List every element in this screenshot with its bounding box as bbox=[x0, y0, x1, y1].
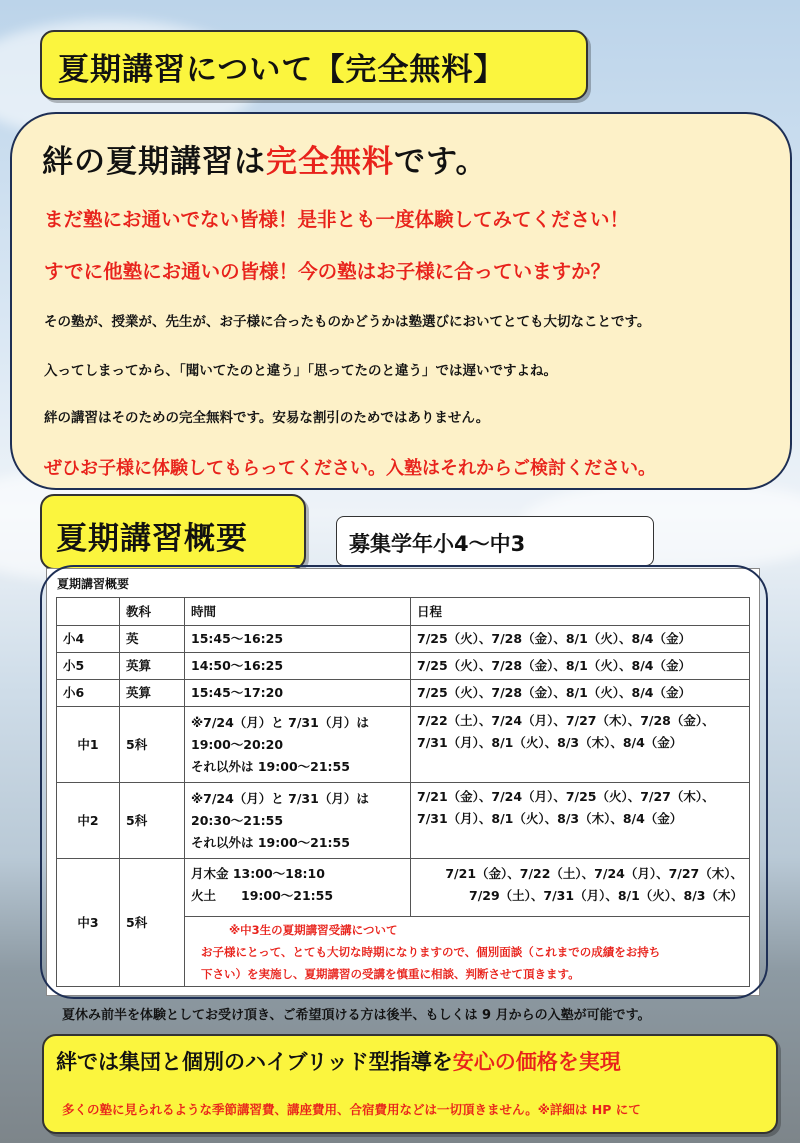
time-line: 月木金 13:00～18:10 bbox=[191, 866, 325, 881]
dates-line: 7/25（火）、7/28（金）、8/1（火）、8/4（金） bbox=[417, 685, 691, 700]
time-cell bbox=[185, 859, 411, 917]
note-cell bbox=[185, 917, 750, 987]
dates-line: 7/25（火）、7/28（金）、8/1（火）、8/4（金） bbox=[417, 658, 691, 673]
subject-cell: 英算 bbox=[120, 653, 185, 680]
table-row bbox=[57, 859, 750, 917]
header-cell bbox=[57, 598, 120, 626]
dates-cell bbox=[411, 707, 750, 783]
intro-line-3: その塾が、授業が、先生が、お子様に合ったものかどうかは塾選びにおいてとても大切なことです。 bbox=[44, 314, 651, 330]
grade-cell: 中1 bbox=[57, 707, 120, 783]
grade-cell: 小6 bbox=[57, 680, 120, 707]
dates-cell bbox=[411, 653, 750, 680]
enrollment-note: 夏休み前半を体験としてお受け頂き、ご希望頂ける方は後半、もしくは 9 月からの入塾が可能です。 bbox=[62, 1008, 651, 1023]
header-cell: 日程 bbox=[411, 598, 750, 626]
dates-cell bbox=[411, 859, 750, 917]
note-line: 下さい）を実施し、夏期講習の受講を慎重に相談、判断させて頂きます。 bbox=[201, 966, 580, 981]
header-cell: 時間 bbox=[185, 598, 411, 626]
grade-cell: 小5 bbox=[57, 653, 120, 680]
schedule-table bbox=[56, 597, 750, 987]
dates-line: 7/31（月）、8/1（火）、8/3（木）、8/4（金） bbox=[417, 735, 683, 750]
intro-head-prefix: 絆の夏期講習は bbox=[42, 144, 266, 180]
grade-range: 募集学年小4～中3 bbox=[349, 532, 526, 556]
time-line: 20:30～21:55 bbox=[191, 812, 284, 828]
time-line: ※7/24（月）と 7/31（月）は bbox=[191, 714, 369, 730]
overview-heading-banner bbox=[40, 494, 306, 570]
time-line: 火土 19:00～21:55 bbox=[191, 888, 334, 903]
time-line: それ以外は 19:00～21:55 bbox=[191, 834, 350, 850]
time-line: 14:50～16:25 bbox=[191, 658, 284, 673]
dates-line: 7/21（金）、7/22（土）、7/24（月）、7/27（木）、 bbox=[445, 866, 743, 881]
time-cell bbox=[185, 680, 411, 707]
subject-cell: 英 bbox=[120, 626, 185, 653]
bottom-headline bbox=[56, 1046, 621, 1076]
intro-line-4: 入ってしまってから、「聞いてたのと違う」「思ってたのと違う」では遅いですよね。 bbox=[44, 363, 557, 379]
note-line: ※中3生の夏期講習受講について bbox=[229, 922, 398, 937]
time-line: ※7/24（月）と 7/31（月）は bbox=[191, 790, 369, 806]
time-line: それ以外は 19:00～21:55 bbox=[191, 758, 350, 774]
subject-cell: 5科 bbox=[120, 859, 185, 987]
intro-panel bbox=[10, 112, 792, 490]
intro-line-5: 絆の講習はそのための完全無料です。安易な割引のためではありません。 bbox=[44, 410, 490, 426]
title-banner bbox=[40, 30, 588, 100]
dates-line: 7/29（土）、7/31（月）、8/1（火）、8/3（木） bbox=[469, 888, 743, 903]
schedule-table-container bbox=[46, 568, 760, 996]
bottom-note: 多くの塾に見られるような季節講習費、講座費用、合宿費用などは一切頂きません。※詳細は HP にて bbox=[62, 1102, 641, 1117]
table-row bbox=[57, 626, 750, 653]
dates-line: 7/22（土）、7/24（月）、7/27（木）、7/28（金）、 bbox=[417, 713, 715, 728]
overview-heading: 夏期講習概要 bbox=[56, 521, 248, 557]
dates-line: 7/21（金）、7/24（月）、7/25（火）、7/27（木）、 bbox=[417, 789, 715, 804]
table-row bbox=[57, 653, 750, 680]
grade-range-box bbox=[336, 516, 654, 566]
table-row bbox=[57, 680, 750, 707]
grade-cell: 中2 bbox=[57, 783, 120, 859]
dates-cell bbox=[411, 680, 750, 707]
intro-headline bbox=[42, 136, 488, 181]
table-row bbox=[57, 783, 750, 859]
time-cell bbox=[185, 626, 411, 653]
time-cell bbox=[185, 783, 411, 859]
time-cell bbox=[185, 707, 411, 783]
note-line: お子様にとって、とても大切な時期になりますので、個別面談（これまでの成績をお持ち bbox=[201, 944, 661, 959]
bottom-head-highlight: 安心の価格を実現 bbox=[452, 1050, 621, 1074]
subject-cell: 英算 bbox=[120, 680, 185, 707]
subject-cell: 5科 bbox=[120, 783, 185, 859]
intro-head-highlight: 完全無料 bbox=[266, 144, 394, 180]
header-cell: 教科 bbox=[120, 598, 185, 626]
time-line: 15:45～17:20 bbox=[191, 685, 284, 700]
grade-cell: 中3 bbox=[57, 859, 120, 987]
bottom-head-prefix: 絆では集団と個別のハイブリッド型指導を bbox=[56, 1050, 453, 1074]
subject-cell: 5科 bbox=[120, 707, 185, 783]
time-cell bbox=[185, 653, 411, 680]
time-line: 15:45～16:25 bbox=[191, 631, 284, 646]
intro-head-suffix: です。 bbox=[394, 144, 488, 180]
dates-cell bbox=[411, 626, 750, 653]
page-title: 夏期講習について【完全無料】 bbox=[58, 52, 506, 88]
grade-cell: 小4 bbox=[57, 626, 120, 653]
dates-line: 7/25（火）、7/28（金）、8/1（火）、8/4（金） bbox=[417, 631, 691, 646]
dates-line: 7/31（月）、8/1（火）、8/3（木）、8/4（金） bbox=[417, 811, 683, 826]
dates-cell bbox=[411, 783, 750, 859]
table-caption: 夏期講習概要 bbox=[57, 577, 130, 591]
intro-line-6: ぜひお子様に体験してもらってください。入塾はそれからご検討ください。 bbox=[44, 458, 656, 479]
table-row bbox=[57, 707, 750, 783]
intro-line-1: まだ塾にお通いでない皆様！是非とも一度体験してみてください！ bbox=[44, 208, 630, 231]
intro-line-2: すでに他塾にお通いの皆様！今の塾はお子様に合っていますか？ bbox=[44, 260, 611, 283]
time-line: 19:00～20:20 bbox=[191, 736, 284, 752]
table-header-row bbox=[57, 598, 750, 626]
bottom-banner bbox=[42, 1034, 778, 1134]
